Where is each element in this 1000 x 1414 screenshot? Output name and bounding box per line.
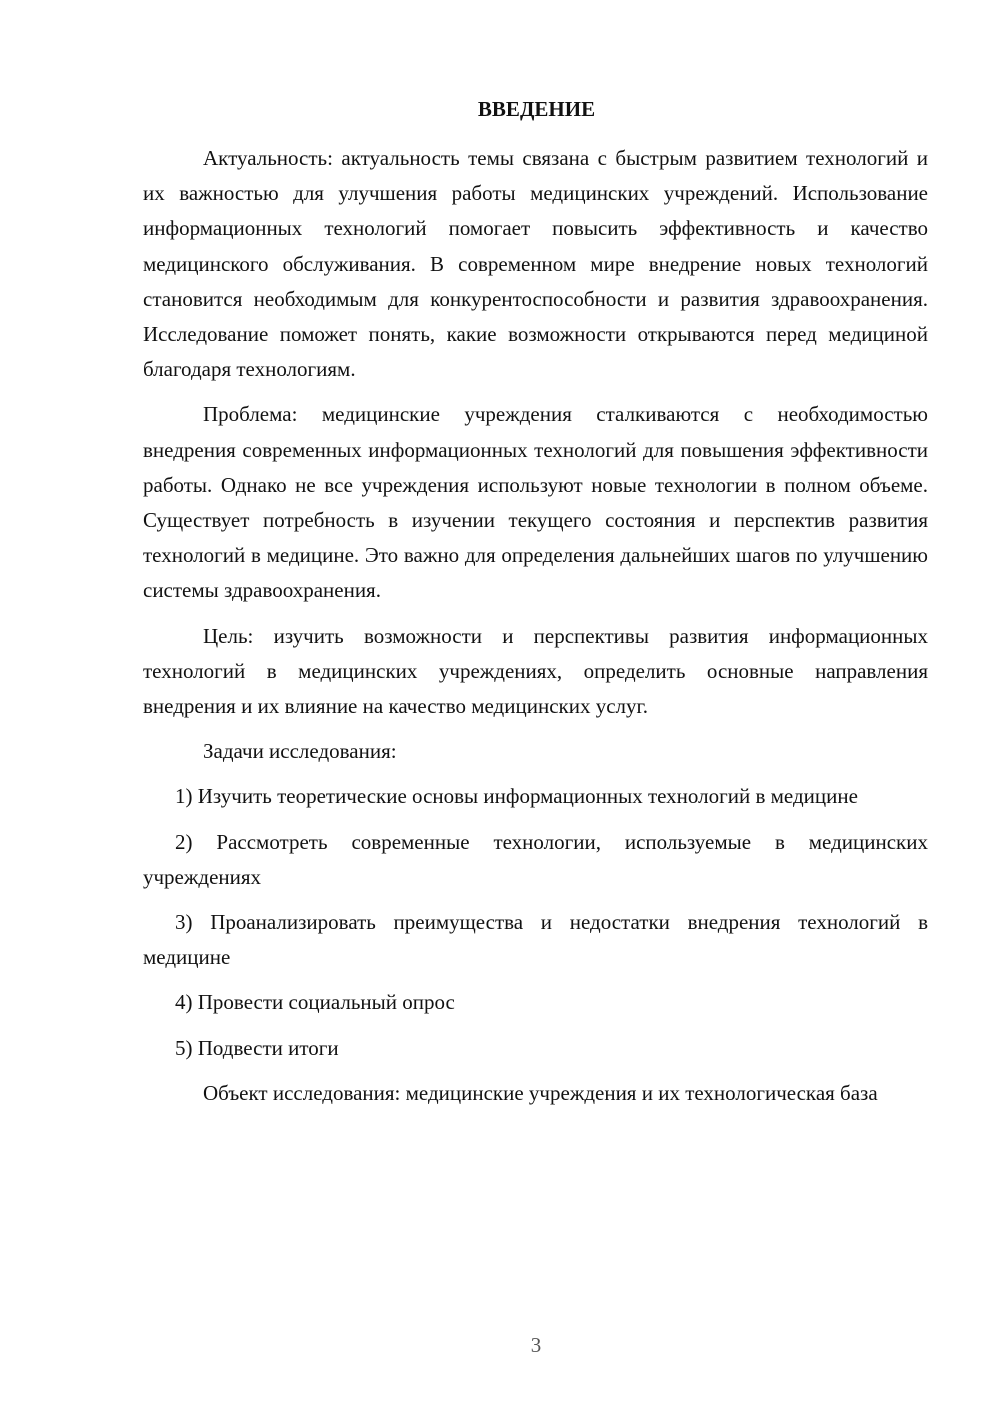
task-item-3: 3) Проанализировать преимущества и недостатки внедрения технологий в медицине: [143, 910, 928, 970]
paragraph-object: Объект исследования: медицинские учреждения и их технологическая база: [203, 1080, 878, 1105]
page-content: [143, 92, 928, 1121]
task-item-4: 4) Провести социальный опрос: [175, 990, 455, 1015]
task-item-5: 5) Подвести итоги: [175, 1035, 339, 1060]
task-item-2: 2) Рассмотреть современные технологии, используемые в медицинских учреждениях: [143, 829, 928, 889]
section-title: ВВЕДЕНИЕ: [477, 97, 596, 121]
paragraph-problem: Проблема: медицинские учреждения сталкиваются с необходимостью внедрения современных информационных технологий для повышения эффективности работы. Однако не все учреждения используют новые технологии в полном объеме. Существует потребность в изучении текущего состояния и перспектив развития технологий в медицине. Это важно для определения дальнейших шагов по улучшению системы здравоохранения.: [143, 402, 928, 603]
paragraph-goal: Цель: изучить возможности и перспективы развития информационных технологий в медицинских учреждениях, определить основные направления внедрения и их влияние на качество медицинских услуг.: [143, 623, 928, 719]
page-number: 3: [530, 1333, 542, 1357]
task-item-1: 1) Изучить теоретические основы информационных технологий в медицине: [175, 784, 858, 809]
paragraph-tasks-heading: Задачи исследования:: [203, 739, 397, 764]
paragraph-relevance: Актуальность: актуальность темы связана с быстрым развитием технологий и их важностью для улучшения работы медицинских учреждений. Использование информационных технологий помогает повысить эффективность и качество медицинского обслуживания. В современном мире внедрение новых технологий становится необходимым для конкурентоспособности и развития здравоохранения. Исследование поможет понять, какие возможности открываются перед медициной благодаря технологиям.: [143, 146, 928, 382]
